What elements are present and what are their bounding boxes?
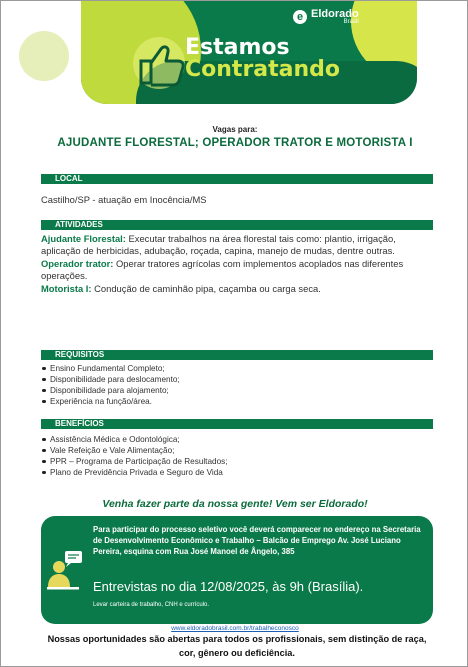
list-item: Ensino Fundamental Completo; bbox=[41, 363, 433, 374]
vagas-label: Vagas para: bbox=[212, 125, 258, 134]
headline-line2: Contratando bbox=[185, 57, 341, 82]
eldorado-logo-icon: e bbox=[293, 10, 307, 24]
header-banner bbox=[81, 1, 417, 104]
atividades-text bbox=[41, 233, 433, 295]
decorative-circle bbox=[19, 31, 69, 81]
interview-date: Entrevistas no dia 12/08/2025, às 9h (Brasília). bbox=[93, 579, 364, 594]
list-item: Disponibilidade para alojamento; bbox=[41, 385, 433, 396]
headline bbox=[185, 37, 340, 81]
activity-role: Ajudante Florestal: bbox=[41, 233, 126, 244]
activity-desc: Condução de caminhão pipa, caçamba ou carga seca. bbox=[91, 282, 321, 294]
required-documents: Levar carteira de trabalho, CNH e currículo. bbox=[93, 602, 210, 608]
activity-desc: Executar trabalhos na área florestal tais como: plantio, irrigação, aplicação de herbicidas, adubação, roçada, capina, manejo de mudas, dentre outras. bbox=[41, 233, 396, 257]
brand-sub: Brasil bbox=[343, 19, 359, 25]
section-header-atividades: ATIVIDADES bbox=[41, 220, 433, 230]
activity-role: Operador trator: bbox=[41, 257, 114, 269]
info-text: Para participar do processo seletivo você deverá comparecer no endereço na Secretaria de Desenvolvimento Econômico e Trabalho – Balcão de Emprego Av. José Luciano Pereira, esquina com Rua José Manoel de Ângelo, 385 bbox=[93, 525, 421, 556]
activity-desc: Operar tratores agrícolas com implementos acoplados nas diferentes operações. bbox=[41, 257, 404, 282]
careers-link[interactable]: www.eldoradobrasil.com.br/trabalheconosco bbox=[171, 625, 299, 632]
list-item: Experiência na função/área. bbox=[41, 396, 433, 407]
section-header-local: LOCAL bbox=[41, 174, 433, 184]
diversity-statement: Nossas oportunidades são abertas para todos os profissionais, sem distinção de raça, cor, gênero ou deficiência. bbox=[47, 634, 427, 658]
brand-name: Eldorado bbox=[311, 8, 359, 20]
thumbs-up-icon bbox=[129, 33, 193, 93]
list-item: PPR – Programa de Participação de Resultados; bbox=[41, 456, 433, 467]
headline-line1: Estamos bbox=[185, 35, 290, 60]
call-to-action: Venha fazer parte da nossa gente! Vem ser Eldorado! bbox=[102, 498, 368, 510]
section-header-beneficios: BENEFÍCIOS bbox=[41, 419, 433, 429]
list-item: Disponibilidade para deslocamento; bbox=[41, 374, 433, 385]
section-header-requisitos: REQUISITOS bbox=[41, 350, 433, 360]
brand-logo bbox=[293, 9, 359, 25]
activity-role: Motorista I: bbox=[41, 282, 92, 294]
list-item: Vale Refeição e Vale Alimentação; bbox=[41, 445, 433, 456]
requisitos-list bbox=[41, 363, 433, 407]
list-item: Assistência Médica e Odontológica; bbox=[41, 434, 433, 445]
beneficios-list bbox=[41, 434, 433, 478]
local-text: Castilho/SP - atuação em Inocência/MS bbox=[41, 194, 207, 205]
job-title: AJUDANTE FLORESTAL; OPERADOR TRATOR E MOTORISTA I bbox=[57, 137, 413, 149]
list-item: Plano de Previdência Privada e Seguro de Vida bbox=[41, 467, 433, 478]
candidate-icon bbox=[45, 549, 85, 591]
